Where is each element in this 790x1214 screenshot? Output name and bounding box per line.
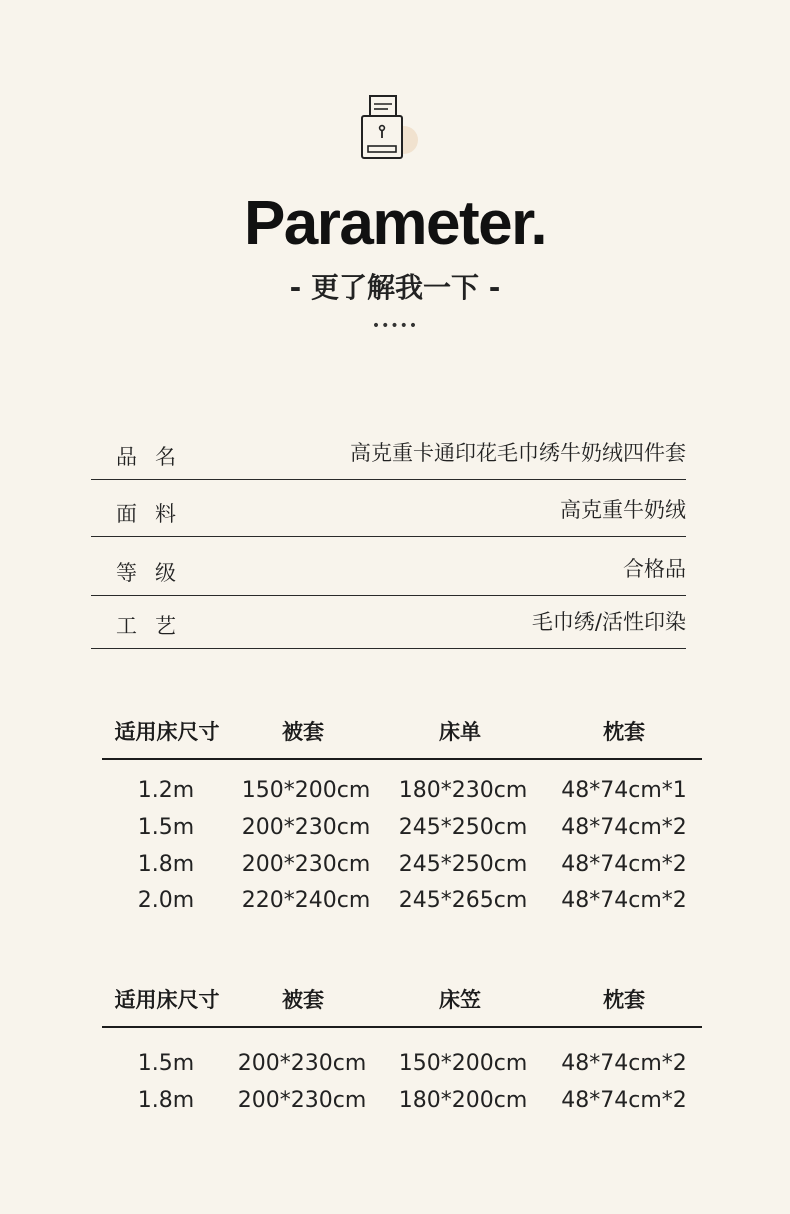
spec-value: 合格品 bbox=[623, 557, 686, 581]
page-subtitle: - 更了解我一下 - bbox=[289, 271, 501, 304]
table-header: 枕套 bbox=[603, 720, 645, 744]
table-cell: 200*230cm bbox=[241, 815, 371, 840]
table-cell: 48*74cm*1 bbox=[561, 778, 687, 803]
table-cell: 1.8m bbox=[137, 852, 195, 877]
table-header: 枕套 bbox=[603, 988, 645, 1012]
table-header: 被套 bbox=[282, 988, 324, 1012]
spec-label: 品名 bbox=[116, 445, 194, 469]
table-rule bbox=[102, 758, 702, 760]
table-cell: 48*74cm*2 bbox=[561, 1088, 687, 1113]
table-header: 被套 bbox=[282, 720, 324, 744]
spec-value: 高克重卡通印花毛巾绣牛奶绒四件套 bbox=[350, 441, 686, 465]
table-cell: 150*200cm bbox=[398, 1051, 528, 1076]
table-cell: 48*74cm*2 bbox=[561, 815, 687, 840]
decorative-dots: ••••• bbox=[371, 318, 419, 334]
table-cell: 1.5m bbox=[137, 815, 195, 840]
size-table-fitted bbox=[102, 984, 702, 1114]
table-cell: 200*230cm bbox=[241, 852, 371, 877]
table-cell: 48*74cm*2 bbox=[561, 1051, 687, 1076]
table-rule bbox=[102, 1026, 702, 1028]
spec-label: 等级 bbox=[116, 561, 194, 585]
table-cell: 200*230cm bbox=[237, 1088, 367, 1113]
table-cell: 200*230cm bbox=[237, 1051, 367, 1076]
table-header: 床单 bbox=[439, 720, 481, 744]
spec-value: 高克重牛奶绒 bbox=[560, 498, 686, 522]
size-table-sheet bbox=[102, 716, 702, 916]
spec-label: 工艺 bbox=[116, 614, 194, 638]
table-cell: 1.8m bbox=[137, 1088, 195, 1113]
table-header: 适用床尺寸 bbox=[114, 988, 220, 1012]
document-box-icon bbox=[360, 92, 424, 164]
table-cell: 245*250cm bbox=[398, 815, 528, 840]
table-header: 床笠 bbox=[439, 988, 481, 1012]
table-cell: 2.0m bbox=[137, 888, 195, 913]
table-cell: 150*200cm bbox=[241, 778, 371, 803]
table-cell: 48*74cm*2 bbox=[561, 888, 687, 913]
table-cell: 48*74cm*2 bbox=[561, 852, 687, 877]
spec-row-grade bbox=[91, 537, 686, 596]
table-cell: 180*230cm bbox=[398, 778, 528, 803]
table-cell: 245*250cm bbox=[398, 852, 528, 877]
spec-row-name bbox=[91, 430, 686, 480]
table-header: 适用床尺寸 bbox=[114, 720, 220, 744]
table-cell: 245*265cm bbox=[398, 888, 528, 913]
table-cell: 1.5m bbox=[137, 1051, 195, 1076]
table-cell: 1.2m bbox=[137, 778, 195, 803]
spec-label: 面料 bbox=[116, 502, 194, 526]
table-cell: 180*200cm bbox=[398, 1088, 528, 1113]
table-cell: 220*240cm bbox=[241, 888, 371, 913]
spec-row-craft bbox=[91, 596, 686, 649]
page-title: Parameter. bbox=[243, 189, 547, 258]
spec-value: 毛巾绣/活性印染 bbox=[531, 610, 686, 634]
spec-row-fabric bbox=[91, 480, 686, 537]
